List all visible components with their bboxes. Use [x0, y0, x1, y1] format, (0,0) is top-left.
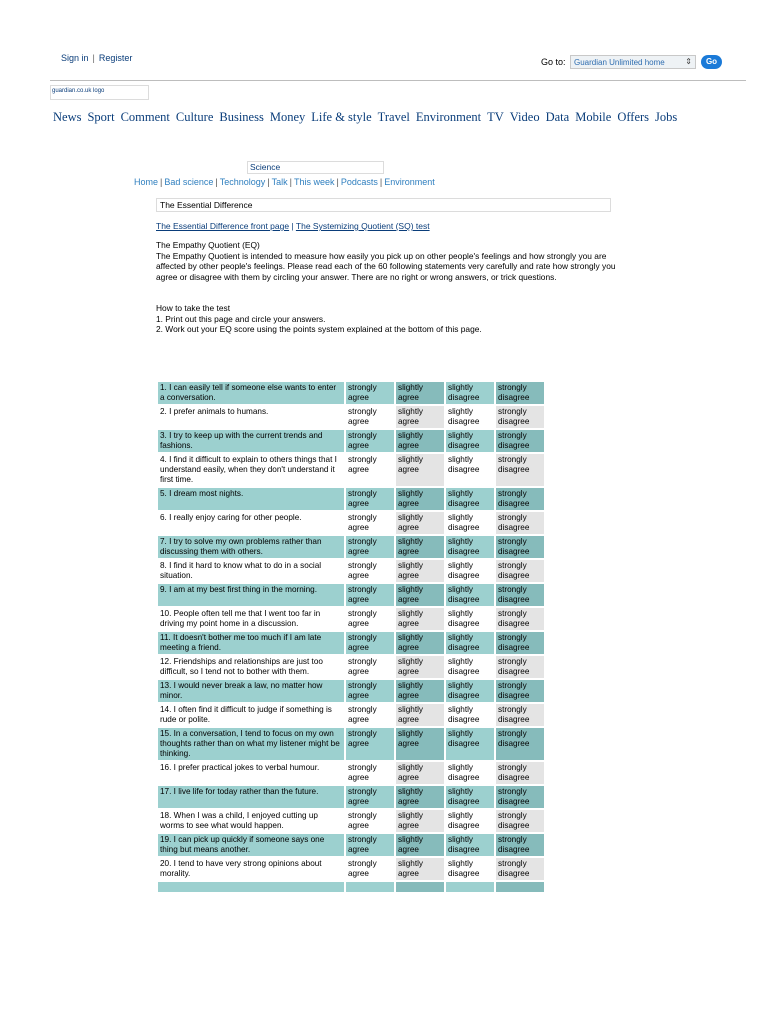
- answer-option-slightly-agree[interactable]: slightly agree: [396, 488, 444, 510]
- answer-option-strongly-agree[interactable]: strongly agree: [346, 632, 394, 654]
- question-text: 9. I am at my best first thing in the morning.: [158, 584, 344, 606]
- answer-option-slightly-disagree[interactable]: slightly disagree: [446, 728, 494, 760]
- register-link[interactable]: Register: [98, 53, 133, 63]
- answer-option-slightly-agree[interactable]: slightly agree: [396, 608, 444, 630]
- section-title: Science: [247, 161, 384, 174]
- front-page-link[interactable]: The Essential Difference front page: [156, 221, 290, 231]
- main-nav: [53, 110, 683, 125]
- table-row: [158, 680, 544, 702]
- question-text: 5. I dream most nights.: [158, 488, 344, 510]
- nav-item-comment[interactable]: Comment: [120, 110, 170, 124]
- answer-option-strongly-agree[interactable]: strongly agree: [346, 680, 394, 702]
- chevron-updown-icon: ⇕: [685, 57, 692, 66]
- answer-option-strongly-disagree[interactable]: strongly disagree: [496, 406, 544, 428]
- answer-option-strongly-disagree[interactable]: strongly disagree: [496, 430, 544, 452]
- howto-step-2: 2. Work out your EQ score using the points system explained at the bottom of this page.: [156, 324, 482, 334]
- nav-item-offers[interactable]: Offers: [617, 110, 650, 124]
- question-text: 8. I find it hard to know what to do in a social situation.: [158, 560, 344, 582]
- separator: |: [160, 177, 163, 187]
- answer-option-strongly-agree[interactable]: strongly agree: [346, 512, 394, 534]
- answer-option-slightly-agree[interactable]: slightly agree: [396, 430, 444, 452]
- answer-option-strongly-agree[interactable]: strongly agree: [346, 834, 394, 856]
- separator: |: [379, 177, 383, 187]
- question-text: 15. In a conversation, I tend to focus on my own thoughts rather than on what my listener might be thinking.: [158, 728, 344, 760]
- table-row: [158, 406, 544, 428]
- nav-item-news[interactable]: News: [53, 110, 82, 124]
- answer-option-slightly-disagree[interactable]: slightly disagree: [446, 858, 494, 880]
- table-row: [158, 536, 544, 558]
- table-row: [158, 512, 544, 534]
- sign-in-link[interactable]: Sign in: [61, 53, 89, 63]
- answer-option-strongly-agree[interactable]: strongly agree: [346, 728, 394, 760]
- answer-option-strongly-disagree[interactable]: strongly disagree: [496, 632, 544, 654]
- answer-option-slightly-agree[interactable]: slightly agree: [396, 680, 444, 702]
- question-text: 1. I can easily tell if someone else wants to enter a conversation.: [158, 382, 344, 404]
- answer-option-slightly-agree[interactable]: slightly agree: [396, 858, 444, 880]
- account-links: [61, 53, 132, 63]
- answer-option-slightly-disagree[interactable]: slightly disagree: [446, 512, 494, 534]
- answer-option-slightly-disagree[interactable]: slightly disagree: [446, 560, 494, 582]
- divider: [50, 80, 746, 81]
- nav-item-video[interactable]: Video: [509, 110, 540, 124]
- subnav-item-bad-science[interactable]: Bad science: [164, 177, 214, 187]
- table-row: [158, 488, 544, 510]
- question-text: 6. I really enjoy caring for other people.: [158, 512, 344, 534]
- subnav-item-talk[interactable]: Talk: [271, 177, 288, 187]
- nav-item-tv[interactable]: TV: [487, 110, 504, 124]
- table-row: [158, 882, 544, 892]
- table-row: [158, 728, 544, 760]
- question-text: 13. I would never break a law, no matter how minor.: [158, 680, 344, 702]
- subnav-item-this-week[interactable]: This week: [293, 177, 335, 187]
- answer-option-strongly-agree[interactable]: strongly agree: [346, 488, 394, 510]
- answer-option-strongly-disagree[interactable]: strongly disagree: [496, 810, 544, 832]
- answer-option-strongly-agree[interactable]: strongly agree: [346, 810, 394, 832]
- subnav-item-technology[interactable]: Technology: [219, 177, 266, 187]
- answer-option-strongly-disagree[interactable]: strongly disagree: [496, 680, 544, 702]
- answer-option-strongly-disagree[interactable]: strongly disagree: [496, 762, 544, 784]
- answer-option-strongly-agree[interactable]: strongly agree: [346, 704, 394, 726]
- answer-option-slightly-disagree[interactable]: slightly disagree: [446, 488, 494, 510]
- goto-select[interactable]: [570, 55, 696, 69]
- nav-item-sport[interactable]: Sport: [87, 110, 115, 124]
- go-button[interactable]: Go: [701, 55, 722, 69]
- question-text: 4. I find it difficult to explain to others things that I understand easily, when they don't understand it first time.: [158, 454, 344, 486]
- separator: |: [289, 177, 292, 187]
- sq-test-link[interactable]: The Systemizing Quotient (SQ) test: [295, 221, 430, 231]
- question-text: 10. People often tell me that I went too far in driving my point home in a discussion.: [158, 608, 344, 630]
- intro-text: The Empathy Quotient is intended to measure how easily you pick up on other people's feelings and how strongly you are affected by other people's feelings. Please read each of the 60 following statements very carefully and rate how strongly you agree or disagree with them by circling your answer. There are no right or wrong answers, or trick questions.: [156, 250, 616, 282]
- answer-option-strongly-agree[interactable]: strongly agree: [346, 584, 394, 606]
- link-separator: |: [291, 221, 294, 231]
- answer-option-slightly-agree[interactable]: slightly agree: [396, 512, 444, 534]
- answer-option-slightly-agree[interactable]: slightly agree: [396, 406, 444, 428]
- answer-option-strongly-disagree[interactable]: strongly disagree: [496, 488, 544, 510]
- answer-option-slightly-agree[interactable]: slightly agree: [396, 454, 444, 486]
- subnav-item-environment[interactable]: Environment: [384, 177, 435, 187]
- table-row: [158, 762, 544, 784]
- answer-option-strongly-agree[interactable]: strongly agree: [346, 454, 394, 486]
- answer-option-strongly-disagree[interactable]: strongly disagree: [496, 512, 544, 534]
- table-row: [158, 858, 544, 880]
- table-row: [158, 584, 544, 606]
- question-text: 17. I live life for today rather than the future.: [158, 786, 344, 808]
- subnav-item-home[interactable]: Home: [134, 177, 159, 187]
- answer-option-slightly-disagree[interactable]: slightly disagree: [446, 608, 494, 630]
- table-row: [158, 560, 544, 582]
- nav-item-jobs[interactable]: Jobs: [655, 110, 678, 124]
- nav-item-life-style[interactable]: Life & style: [311, 110, 372, 124]
- table-row: [158, 786, 544, 808]
- empty-cell: [396, 882, 444, 892]
- answer-option-slightly-agree[interactable]: slightly agree: [396, 656, 444, 678]
- answer-option-slightly-disagree[interactable]: slightly disagree: [446, 656, 494, 678]
- answer-option-slightly-agree[interactable]: slightly agree: [396, 632, 444, 654]
- empty-cell: [496, 882, 544, 892]
- separator: |: [336, 177, 339, 187]
- nav-item-travel[interactable]: Travel: [377, 110, 410, 124]
- table-row: [158, 704, 544, 726]
- answer-option-strongly-agree[interactable]: strongly agree: [346, 536, 394, 558]
- question-text: 12. Friendships and relationships are just too difficult, so I tend not to bother with them.: [158, 656, 344, 678]
- answer-option-strongly-agree[interactable]: strongly agree: [346, 786, 394, 808]
- separator: |: [215, 177, 218, 187]
- question-text: 3. I try to keep up with the current trends and fashions.: [158, 430, 344, 452]
- answer-option-slightly-disagree[interactable]: slightly disagree: [446, 762, 494, 784]
- answer-option-strongly-agree[interactable]: strongly agree: [346, 608, 394, 630]
- answer-option-strongly-disagree[interactable]: strongly disagree: [496, 382, 544, 404]
- question-text: 11. It doesn't bother me too much if I am late meeting a friend.: [158, 632, 344, 654]
- answer-option-slightly-agree[interactable]: slightly agree: [396, 704, 444, 726]
- empty-cell: [446, 882, 494, 892]
- answer-option-strongly-agree[interactable]: strongly agree: [346, 406, 394, 428]
- answer-option-slightly-disagree[interactable]: slightly disagree: [446, 680, 494, 702]
- nav-item-mobile[interactable]: Mobile: [575, 110, 612, 124]
- answer-option-strongly-disagree[interactable]: strongly disagree: [496, 536, 544, 558]
- table-row: [158, 810, 544, 832]
- answer-option-strongly-disagree[interactable]: strongly disagree: [496, 584, 544, 606]
- answer-option-strongly-disagree[interactable]: strongly disagree: [496, 834, 544, 856]
- howto-step-1: 1. Print out this page and circle your answers.: [156, 313, 326, 324]
- separator: |: [267, 177, 270, 187]
- subnav-item-podcasts[interactable]: Podcasts: [340, 177, 378, 187]
- answer-option-slightly-disagree[interactable]: slightly disagree: [446, 406, 494, 428]
- answer-option-slightly-disagree[interactable]: slightly disagree: [446, 382, 494, 404]
- answer-option-slightly-agree[interactable]: slightly agree: [396, 786, 444, 808]
- answer-option-slightly-agree[interactable]: slightly agree: [396, 810, 444, 832]
- answer-option-strongly-disagree[interactable]: strongly disagree: [496, 454, 544, 486]
- answer-option-strongly-agree[interactable]: strongly agree: [346, 656, 394, 678]
- answer-option-slightly-disagree[interactable]: slightly disagree: [446, 704, 494, 726]
- table-row: [158, 632, 544, 654]
- answer-option-strongly-agree[interactable]: strongly agree: [346, 762, 394, 784]
- question-text: 19. I can pick up quickly if someone says one thing but means another.: [158, 834, 344, 856]
- goto-label: Go to:: [541, 57, 566, 67]
- answer-option-slightly-disagree[interactable]: slightly disagree: [446, 454, 494, 486]
- answer-option-strongly-disagree[interactable]: strongly disagree: [496, 786, 544, 808]
- site-logo[interactable]: guardian.co.uk logo: [50, 85, 149, 100]
- empty-cell: [158, 882, 344, 892]
- question-text: 16. I prefer practical jokes to verbal humour.: [158, 762, 344, 784]
- answer-option-strongly-disagree[interactable]: strongly disagree: [496, 656, 544, 678]
- separator: |: [92, 53, 95, 63]
- table-row: [158, 454, 544, 486]
- answer-option-slightly-agree[interactable]: slightly agree: [396, 584, 444, 606]
- table-row: [158, 382, 544, 404]
- table-row: [158, 834, 544, 856]
- intro-section: [156, 240, 616, 282]
- nav-item-data[interactable]: Data: [545, 110, 570, 124]
- answer-option-slightly-disagree[interactable]: slightly disagree: [446, 810, 494, 832]
- question-text: 14. I often find it difficult to judge if something is rude or polite.: [158, 704, 344, 726]
- answer-option-slightly-disagree[interactable]: slightly disagree: [446, 632, 494, 654]
- howto-title: How to take the test: [156, 303, 231, 313]
- section-subnav: [134, 177, 435, 187]
- question-text: 2. I prefer animals to humans.: [158, 406, 344, 428]
- answer-option-strongly-disagree[interactable]: strongly disagree: [496, 560, 544, 582]
- answer-option-slightly-agree[interactable]: slightly agree: [396, 560, 444, 582]
- empty-cell: [346, 882, 394, 892]
- table-row: [158, 656, 544, 678]
- answer-option-strongly-agree[interactable]: strongly agree: [346, 430, 394, 452]
- table-row: [158, 608, 544, 630]
- answer-option-slightly-disagree[interactable]: slightly disagree: [446, 584, 494, 606]
- howto-section: [156, 303, 616, 335]
- question-text: 18. When I was a child, I enjoyed cutting up worms to see what would happen.: [158, 810, 344, 832]
- question-text: 20. I tend to have very strong opinions about morality.: [158, 858, 344, 880]
- eq-question-table: [156, 380, 546, 894]
- table-row: [158, 430, 544, 452]
- page-title: The Essential Difference: [156, 198, 611, 212]
- answer-option-slightly-agree[interactable]: slightly agree: [396, 762, 444, 784]
- answer-option-strongly-disagree[interactable]: strongly disagree: [496, 608, 544, 630]
- answer-option-slightly-disagree[interactable]: slightly disagree: [446, 834, 494, 856]
- answer-option-strongly-disagree[interactable]: strongly disagree: [496, 728, 544, 760]
- answer-option-strongly-agree[interactable]: strongly agree: [346, 382, 394, 404]
- answer-option-slightly-agree[interactable]: slightly agree: [396, 536, 444, 558]
- nav-item-culture[interactable]: Culture: [175, 110, 214, 124]
- answer-option-slightly-disagree[interactable]: slightly disagree: [446, 786, 494, 808]
- related-links: [156, 221, 430, 231]
- answer-option-slightly-agree[interactable]: slightly agree: [396, 382, 444, 404]
- answer-option-slightly-agree[interactable]: slightly agree: [396, 834, 444, 856]
- answer-option-slightly-disagree[interactable]: slightly disagree: [446, 536, 494, 558]
- goto-selected-value: Guardian Unlimited home: [574, 58, 665, 67]
- answer-option-strongly-disagree[interactable]: strongly disagree: [496, 704, 544, 726]
- answer-option-strongly-agree[interactable]: strongly agree: [346, 560, 394, 582]
- question-text: 7. I try to solve my own problems rather than discussing them with others.: [158, 536, 344, 558]
- answer-option-strongly-disagree[interactable]: strongly disagree: [496, 858, 544, 880]
- nav-item-business[interactable]: Business: [219, 110, 264, 124]
- nav-item-money[interactable]: Money: [269, 110, 306, 124]
- answer-option-slightly-disagree[interactable]: slightly disagree: [446, 430, 494, 452]
- answer-option-slightly-agree[interactable]: slightly agree: [396, 728, 444, 760]
- intro-heading: The Empathy Quotient (EQ): [156, 240, 260, 250]
- nav-item-environment[interactable]: Environment: [415, 110, 482, 124]
- answer-option-strongly-agree[interactable]: strongly agree: [346, 858, 394, 880]
